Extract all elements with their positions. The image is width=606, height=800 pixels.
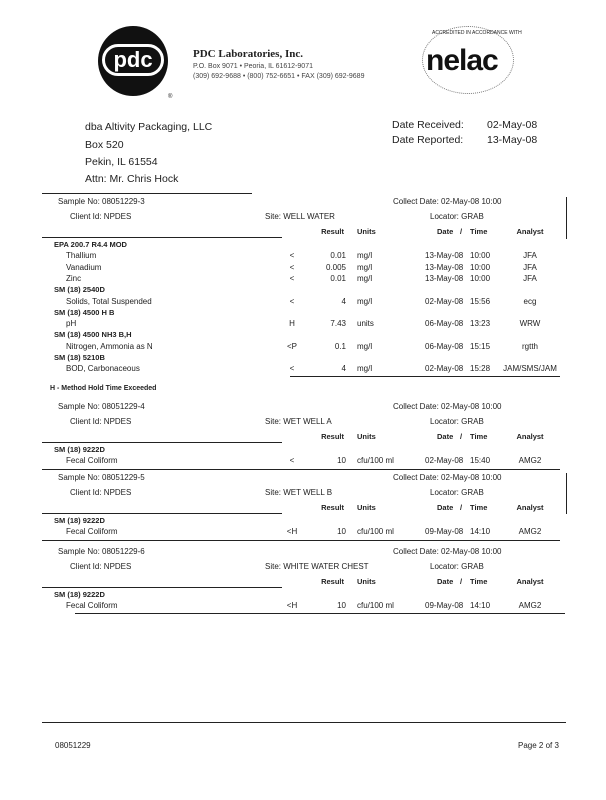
locator: Locator: GRAB bbox=[430, 417, 484, 426]
locator: Locator: GRAB bbox=[430, 562, 484, 571]
date-received-label: Date Received: bbox=[392, 119, 464, 131]
block-underline bbox=[75, 613, 565, 614]
analyst: JFA bbox=[523, 251, 537, 261]
date-reported-label: Date Reported: bbox=[392, 134, 464, 146]
analyst: ecg bbox=[523, 296, 537, 306]
analysis-date: 09-May-08 bbox=[425, 527, 464, 537]
client-city: Pekin, IL 61554 bbox=[85, 156, 158, 168]
qualifier: < bbox=[289, 251, 295, 261]
analyte-name: Fecal Coliform bbox=[66, 456, 118, 466]
qualifier: < bbox=[289, 364, 295, 374]
report-number: 08051229 bbox=[55, 741, 91, 750]
qualifier: < bbox=[289, 273, 295, 283]
method-name: SM (18) 4500 H B bbox=[54, 307, 115, 317]
analysis-time: 10:00 bbox=[470, 251, 491, 261]
analysis-date: 13-May-08 bbox=[425, 273, 464, 283]
client-attn: Attn: Mr. Chris Hock bbox=[85, 173, 179, 185]
analysis-time: 15:28 bbox=[470, 364, 491, 374]
box-edge bbox=[566, 197, 567, 239]
sample-number: Sample No: 08051229-4 bbox=[58, 402, 145, 411]
registered-mark: ® bbox=[168, 94, 173, 100]
footnote: H - Method Hold Time Exceeded bbox=[50, 384, 157, 392]
col-analyst: Analyst bbox=[516, 503, 544, 512]
col-units: Units bbox=[357, 503, 376, 512]
col-time: Time bbox=[470, 503, 488, 512]
result-value: 0.005 bbox=[325, 262, 346, 272]
method-name: SM (18) 4500 NH3 B,H bbox=[54, 330, 132, 340]
header-underline bbox=[42, 237, 282, 238]
analyst: JFA bbox=[523, 273, 537, 283]
qualifier: < bbox=[289, 262, 295, 272]
qualifier: <H bbox=[286, 601, 298, 611]
analyte-name: Fecal Coliform bbox=[66, 527, 118, 537]
col-date: Date bbox=[437, 577, 454, 586]
units: mg/l bbox=[357, 341, 373, 351]
col-analyst: Analyst bbox=[516, 432, 544, 441]
method-name: EPA 200.7 R4.4 MOD bbox=[54, 240, 127, 249]
footer-divider bbox=[42, 722, 566, 723]
units: mg/l bbox=[357, 273, 373, 283]
client-id: Client Id: NPDES bbox=[70, 488, 132, 497]
col-sep: / bbox=[460, 503, 463, 512]
analysis-date: 02-May-08 bbox=[425, 456, 464, 466]
col-sep: / bbox=[460, 577, 463, 586]
analysis-date: 09-May-08 bbox=[425, 601, 464, 611]
block-divider bbox=[42, 540, 560, 541]
qualifier: <H bbox=[286, 527, 298, 537]
qualifier: < bbox=[289, 456, 295, 466]
col-units: Units bbox=[357, 432, 376, 441]
qualifier: <P bbox=[286, 341, 297, 351]
analysis-time: 14:10 bbox=[470, 527, 491, 537]
col-date: Date bbox=[437, 227, 454, 236]
date-received-value: 02-May-08 bbox=[487, 119, 538, 131]
box-edge bbox=[566, 473, 567, 514]
analyst: AMG2 bbox=[518, 601, 542, 611]
lab-name: PDC Laboratories, Inc. bbox=[193, 48, 303, 60]
collect-date: Collect Date: 02-May-08 10:00 bbox=[393, 197, 502, 206]
analyst: JAM/SMS/JAM bbox=[503, 364, 557, 374]
analysis-date: 06-May-08 bbox=[425, 341, 464, 351]
result-value: 0.01 bbox=[330, 273, 346, 283]
analyst: WRW bbox=[519, 319, 541, 329]
client-id: Client Id: NPDES bbox=[70, 212, 132, 221]
analyte-name: Fecal Coliform bbox=[66, 601, 118, 611]
col-time: Time bbox=[470, 577, 488, 586]
col-analyst: Analyst bbox=[516, 227, 544, 236]
col-analyst: Analyst bbox=[516, 577, 544, 586]
col-units: Units bbox=[357, 577, 376, 586]
analyst: AMG2 bbox=[518, 456, 542, 466]
units: mg/l bbox=[357, 364, 373, 374]
analyst: rgtth bbox=[521, 341, 538, 351]
col-sep: / bbox=[460, 432, 463, 441]
block-underline bbox=[290, 376, 560, 377]
result-value: 4 bbox=[341, 296, 346, 306]
units: mg/l bbox=[357, 296, 373, 306]
client-id: Client Id: NPDES bbox=[70, 417, 132, 426]
lab-phone: (309) 692-9688 • (800) 752-6651 • FAX (309) 692-9689 bbox=[193, 73, 365, 80]
analyst: JFA bbox=[523, 262, 537, 272]
lab-address: P.O. Box 9071 • Peoria, IL 61612-9071 bbox=[193, 63, 313, 70]
analyte-name: BOD, Carbonaceous bbox=[66, 364, 140, 374]
section-divider bbox=[42, 193, 252, 194]
client-name: dba Altivity Packaging, LLC bbox=[85, 121, 213, 133]
analysis-time: 14:10 bbox=[470, 601, 491, 611]
analysis-date: 13-May-08 bbox=[425, 262, 464, 272]
analyte-name: pH bbox=[66, 319, 77, 329]
header-underline bbox=[42, 442, 282, 443]
units: cfu/100 ml bbox=[357, 601, 394, 611]
method-name: SM (18) 5210B bbox=[54, 353, 105, 362]
result-value: 10 bbox=[337, 527, 346, 537]
header-underline bbox=[42, 587, 282, 588]
analyte-name: Thallium bbox=[66, 251, 97, 261]
site: Site: WELL WATER bbox=[265, 212, 335, 221]
col-result: Result bbox=[321, 432, 344, 441]
units: mg/l bbox=[357, 262, 373, 272]
col-time: Time bbox=[470, 432, 488, 441]
pdc-logo bbox=[98, 26, 168, 96]
date-reported-value: 13-May-08 bbox=[487, 134, 538, 146]
analysis-time: 15:56 bbox=[470, 296, 491, 306]
logo-text: pdc bbox=[102, 44, 164, 76]
col-date: Date bbox=[437, 432, 454, 441]
analyte-name: Vanadium bbox=[66, 262, 102, 272]
analysis-date: 13-May-08 bbox=[425, 251, 464, 261]
col-date: Date bbox=[437, 503, 454, 512]
result-value: 10 bbox=[337, 456, 346, 466]
method-name: SM (18) 9222D bbox=[54, 445, 105, 454]
sample-number: Sample No: 08051229-5 bbox=[58, 473, 145, 482]
result-value: 0.1 bbox=[334, 341, 346, 351]
site: Site: WET WELL A bbox=[265, 417, 332, 426]
units: units bbox=[357, 319, 374, 329]
site: Site: WET WELL B bbox=[265, 488, 333, 497]
nelac-logo bbox=[418, 26, 522, 96]
result-value: 0.01 bbox=[330, 251, 346, 261]
client-id: Client Id: NPDES bbox=[70, 562, 132, 571]
analysis-time: 10:00 bbox=[470, 273, 491, 283]
header-underline bbox=[42, 513, 282, 514]
analysis-time: 15:40 bbox=[470, 456, 491, 466]
result-value: 10 bbox=[337, 601, 346, 611]
analyst: AMG2 bbox=[518, 527, 542, 537]
result-value: 7.43 bbox=[330, 319, 346, 329]
analysis-time: 10:00 bbox=[470, 262, 491, 272]
result-value: 4 bbox=[341, 364, 346, 374]
collect-date: Collect Date: 02-May-08 10:00 bbox=[393, 547, 502, 556]
analyte-name: Zinc bbox=[66, 273, 82, 283]
collect-date: Collect Date: 02-May-08 10:00 bbox=[393, 473, 502, 482]
analysis-date: 02-May-08 bbox=[425, 296, 464, 306]
analyte-name: Nitrogen, Ammonia as N bbox=[66, 341, 153, 351]
block-divider bbox=[42, 469, 560, 470]
method-name: SM (18) 9222D bbox=[54, 516, 105, 525]
client-box: Box 520 bbox=[85, 139, 124, 151]
sample-number: Sample No: 08051229-3 bbox=[58, 197, 145, 206]
nelac-text: nelac bbox=[426, 44, 498, 77]
page-number: Page 2 of 3 bbox=[518, 741, 559, 750]
col-time: Time bbox=[470, 227, 488, 236]
units: cfu/100 ml bbox=[357, 527, 394, 537]
analysis-date: 06-May-08 bbox=[425, 319, 464, 329]
col-result: Result bbox=[321, 503, 344, 512]
locator: Locator: GRAB bbox=[430, 212, 484, 221]
method-name: SM (18) 2540D bbox=[54, 285, 105, 295]
method-name: SM (18) 9222D bbox=[54, 590, 105, 599]
col-result: Result bbox=[321, 577, 344, 586]
qualifier: H bbox=[289, 319, 295, 329]
sample-number: Sample No: 08051229-6 bbox=[58, 547, 145, 556]
col-units: Units bbox=[357, 227, 376, 236]
analyte-name: Solids, Total Suspended bbox=[66, 296, 152, 306]
nelac-ring-text: ACCREDITED IN ACCORDANCE WITH bbox=[432, 30, 522, 36]
col-sep: / bbox=[460, 227, 463, 236]
col-result: Result bbox=[321, 227, 344, 236]
analysis-date: 02-May-08 bbox=[425, 364, 464, 374]
site: Site: WHITE WATER CHEST bbox=[265, 562, 369, 571]
qualifier: < bbox=[289, 296, 295, 306]
units: cfu/100 ml bbox=[357, 456, 394, 466]
analysis-time: 15:15 bbox=[470, 341, 491, 351]
analysis-time: 13:23 bbox=[470, 319, 491, 329]
locator: Locator: GRAB bbox=[430, 488, 484, 497]
collect-date: Collect Date: 02-May-08 10:00 bbox=[393, 402, 502, 411]
units: mg/l bbox=[357, 251, 373, 261]
